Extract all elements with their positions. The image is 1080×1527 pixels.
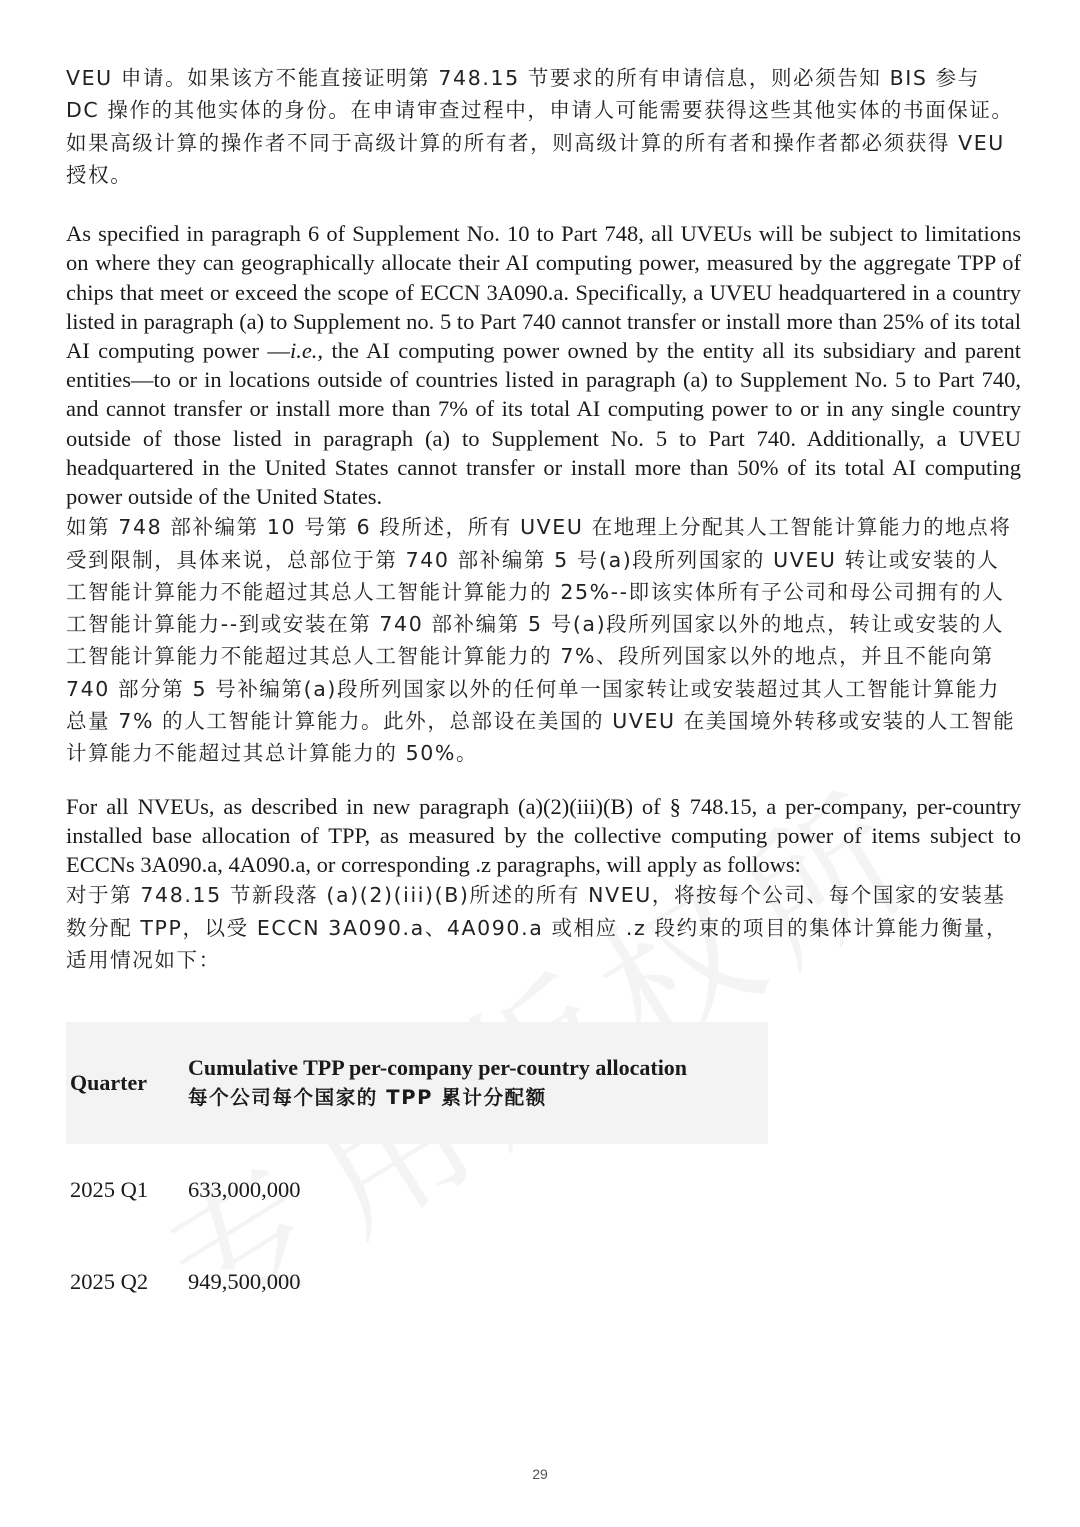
table-row	[66, 1236, 768, 1328]
ie-italic: i.e.,	[289, 338, 324, 363]
paragraph-nveu-zh: 对于第 748.15 节新段落 (a)(2)(iii)(B)所述的所有 NVEU，将按每个公司、每个国家的安装基数分配 TPP，以受 ECCN 3A090.a、4A090.a 或相应 .z 段约束的项目的集体计算能力衡量，适用情况如下：	[66, 883, 1009, 972]
allocation-table	[66, 1022, 768, 1328]
paragraph-nveu-en: For all NVEUs, as described in new paragraph (a)(2)(iii)(B) of § 748.15, a per-company, per-country installed base allocation of TPP, as measured by the collective computing power of items subject to ECCNs 3A090.a, 4A090.a, or corresponding .z paragraphs, will apply as follows:	[66, 793, 1021, 877]
paragraph-uveu-en-part2: the AI computing power owned by the entity all its subsidiary and parent entities—to or in locations outside of countries listed in paragraph (a) to Supplement No. 5 to Part 740, and cannot transfer or install more than 7% of its total AI computing power to or in any single country outside of those listed in paragraph (a) to Supplement No. 5 to Part 740. Additionally, a UVEU headquartered in the United States cannot transfer or install more than 50% of its total AI computing power outside of the United States.	[66, 338, 1021, 510]
table-row	[66, 1144, 768, 1236]
row-quarter: 2025 Q1	[70, 1177, 149, 1203]
header-allocation-zh: 每个公司每个国家的 TPP 累计分配额	[188, 1086, 547, 1110]
paragraph-uveu-en	[66, 219, 1021, 511]
row-value: 633,000,000	[188, 1177, 301, 1203]
header-allocation	[184, 1022, 768, 1144]
paragraph-uveu-en-part1: As specified in paragraph 6 of Supplement No. 10 to Part 748, all UVEUs will be subject to limitations on where they can geographically allocate their AI computing power, measured by the aggregate TPP of chips that meet or exceed the scope of ECCN 3A090.a. Specifically, a UVEU headquartered in a country listed in paragraph (a) to Supplement no. 5 to Part 740 cannot transfer or install more than 25% of its total AI computing power —	[66, 221, 1021, 363]
row-quarter: 2025 Q2	[70, 1269, 149, 1295]
paragraph-veu-zh: VEU 申请。如果该方不能直接证明第 748.15 节要求的所有申请信息，则必须告知 BIS 参与 DC 操作的其他实体的身份。在申请审查过程中，申请人可能需要获得这些其他实体的书面保证。如果高级计算的操作者不同于高级计算的所有者，则高级计算的所有者和操作者都必须获得 VEU 授权。	[66, 66, 1014, 187]
row-value: 949,500,000	[188, 1269, 301, 1295]
paragraph-uveu-zh: 如第 748 部补编第 10 号第 6 段所述，所有 UVEU 在地理上分配其人工智能计算能力的地点将受到限制，具体来说，总部位于第 740 部补编第 5 号(a)段所列国家的 UVEU 转让或安装的人工智能计算能力不能超过其总人工智能计算能力的 25%--即该实体所有子公司和母公司拥有的人工智能计算能力--到或安装在第 740 部补编第 5 号(a)段所列国家以外的地点，转让或安装的人工智能计算能力不能超过其总人工智能计算能力的 7%、段所列国家以外的地点，并且不能向第 740 部分第 5 号补编第(a)段所列国家以外的任何单一国家转让或安装超过其人工智能计算能力总量 7% 的人工智能计算能力。此外，总部设在美国的 UVEU 在美国境外转移或安装的人工智能计算能力不能超过其总计算能力的 50%。	[66, 515, 1016, 766]
header-allocation-en: Cumulative TPP per-company per-country allocation	[188, 1055, 688, 1081]
table-header-row	[66, 1022, 768, 1144]
document-body	[66, 62, 1021, 1328]
page-number: 29	[532, 1466, 548, 1482]
header-quarter: Quarter	[66, 1022, 184, 1144]
